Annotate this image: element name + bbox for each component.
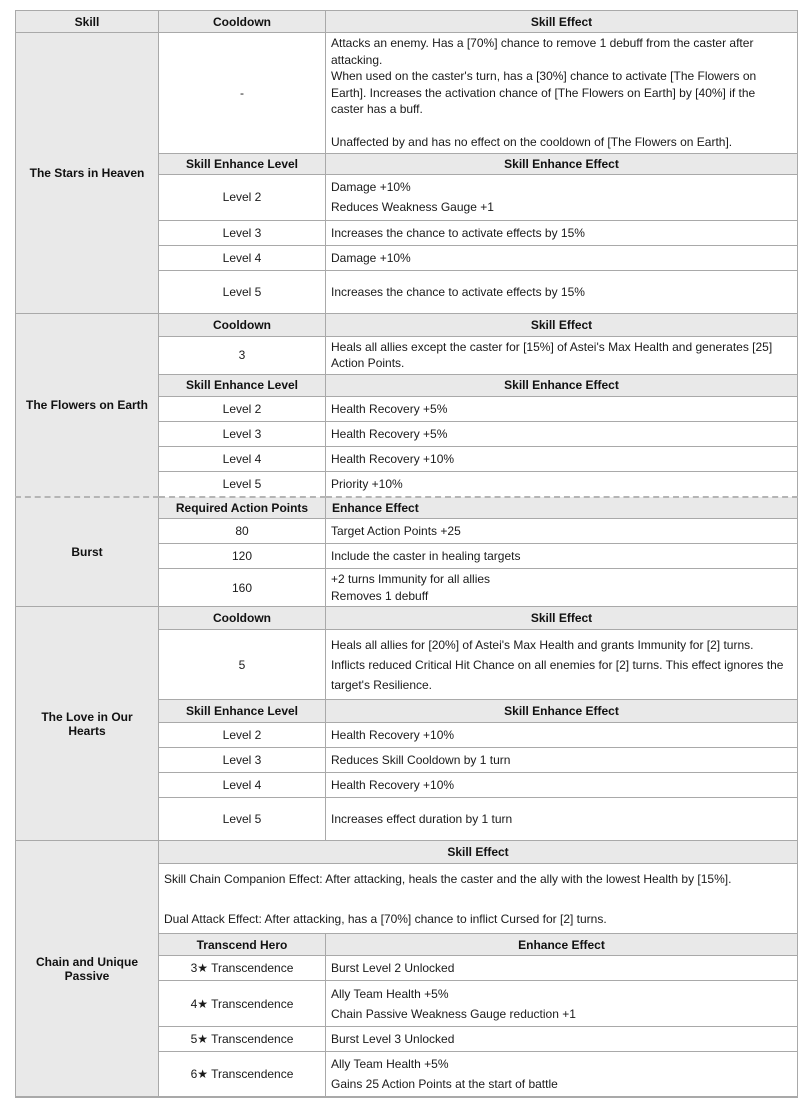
effect-paragraph: Heals all allies except the caster for [15%] of Astei's Max Health and generates [25] Action Points. [331,339,773,370]
sub-header-enhance-effect: Skill Enhance Effect [326,153,798,174]
sub-header-required-action-points: Required Action Points [159,497,326,519]
effect-line: Health Recovery +10% [331,451,455,466]
effect-line: Health Recovery +5% [331,401,448,416]
enhance-effect-cell [326,1027,798,1052]
effect-line: Heals all allies for [20%] of Astei's Max Health and grants Immunity for [2] turns. [331,637,754,652]
table-row [16,841,798,864]
enhance-effect-cell [326,446,798,471]
enhance-effect-cell [326,519,798,544]
transcendence-level-cell: 6★ Transcendence [159,1052,326,1098]
sub-header-enhance-level: Skill Enhance Level [159,700,326,723]
skill-effect-cell [326,630,798,700]
effect-line: Health Recovery +5% [331,426,448,441]
skills-table [15,10,798,1098]
enhance-effect-cell [326,723,798,748]
effect-line: Include the caster in healing targets [331,549,521,563]
skill-name-burst: Burst [16,497,159,607]
enhance-level-cell: Level 2 [159,723,326,748]
enhance-effect-cell [326,396,798,421]
transcendence-level-cell: 4★ Transcendence [159,981,326,1027]
effect-line: Burst Level 2 Unlocked [331,961,455,975]
effect-line: Chain Passive Weakness Gauge reduction +1 [331,1006,576,1021]
skill-effect-cell [326,336,798,374]
effect-paragraph: Dual Attack Effect: After attacking, has a [70%] chance to inflict Cursed for [2] turns. [164,911,607,926]
sub-header-cooldown: Cooldown [159,607,326,630]
sub-header-skill-effect: Skill Effect [326,607,798,630]
effect-line: Burst Level 3 Unlocked [331,1032,455,1046]
effect-line: Reduces Weakness Gauge +1 [331,200,494,214]
enhance-level-cell: Level 3 [159,220,326,245]
sub-header-enhance-effect: Enhance Effect [326,934,798,956]
sub-header-skill-effect: Skill Effect [326,313,798,336]
skill-effect-cell [159,864,798,934]
effect-paragraph: When used on the caster's turn, has a [30%] chance to activate [The Flowers on Earth]. Increases the activation chance of [The Flowers on Earth] by [40%] if the caster has a buff. [331,69,757,116]
enhance-effect-cell [326,798,798,841]
enhance-effect-cell [326,748,798,773]
effect-paragraph: Skill Chain Companion Effect: After attacking, heals the caster and the ally with the lowest Health by [15%]. [164,871,732,886]
sub-header-enhance-level: Skill Enhance Level [159,374,326,396]
skill-name-the-love-in-our-hearts: The Love in Our Hearts [16,607,159,841]
enhance-level-cell: Level 3 [159,421,326,446]
table-row [16,497,798,519]
sub-header-enhance-effect: Skill Enhance Effect [326,374,798,396]
column-header-cooldown: Cooldown [159,11,326,33]
enhance-level-cell: Level 2 [159,174,326,220]
table-row [16,33,798,154]
action-points-cell: 120 [159,544,326,569]
sub-header-enhance-level: Skill Enhance Level [159,153,326,174]
effect-line: Reduces Skill Cooldown by 1 turn [331,753,511,767]
action-points-cell: 80 [159,519,326,544]
effect-line: Inflicts reduced Critical Hit Chance on all enemies for [2] turns. This effect ignores the target's Resilience. [331,657,784,692]
enhance-level-cell: Level 4 [159,245,326,270]
sub-header-enhance-effect: Skill Enhance Effect [326,700,798,723]
effect-line: Increases the chance to activate effects by 15% [331,225,585,240]
effect-line: Damage +10% [331,180,411,194]
sub-header-cooldown: Cooldown [159,313,326,336]
enhance-level-cell: Level 5 [159,471,326,497]
enhance-level-cell: Level 2 [159,396,326,421]
enhance-effect-cell [326,270,798,313]
effect-line: Target Action Points +25 [331,524,461,538]
effect-paragraph [331,118,791,135]
transcendence-level-cell: 3★ Transcendence [159,956,326,981]
effect-line: Health Recovery +10% [331,728,455,742]
effect-line: Increases the chance to activate effects by 15% [331,284,585,299]
effect-line: Ally Team Health +5% [331,1057,449,1071]
sub-header-skill-effect: Skill Effect [159,841,798,864]
enhance-effect-cell [326,981,798,1027]
enhance-effect-cell [326,471,798,497]
table-header-row [16,11,798,33]
enhance-effect-cell [326,174,798,220]
enhance-level-cell: Level 5 [159,270,326,313]
skill-name-chain-and-unique-passive: Chain and Unique Passive [16,841,159,1098]
enhance-level-cell: Level 5 [159,798,326,841]
skill-name-the-flowers-on-earth: The Flowers on Earth [16,313,159,497]
transcendence-level-cell: 5★ Transcendence [159,1027,326,1052]
cooldown-value: - [159,33,326,154]
skill-name-the-stars-in-heaven: The Stars in Heaven [16,33,159,314]
skill-effect-cell [326,33,798,154]
enhance-effect-cell [326,569,798,607]
effect-line: Gains 25 Action Points at the start of battle [331,1077,558,1091]
enhance-effect-cell [326,421,798,446]
column-header-skill: Skill [16,11,159,33]
effect-paragraph: Unaffected by and has no effect on the cooldown of [The Flowers on Earth]. [331,135,733,149]
enhance-level-cell: Level 4 [159,773,326,798]
action-points-cell: 160 [159,569,326,607]
effect-line: Health Recovery +10% [331,778,455,792]
effect-line: Priority +10% [331,476,403,491]
enhance-effect-cell [326,220,798,245]
column-header-skill-effect: Skill Effect [326,11,798,33]
effect-line: +2 turns Immunity for all allies [331,572,491,586]
cooldown-value: 3 [159,336,326,374]
table-row [16,313,798,336]
effect-paragraph [164,889,791,909]
enhance-effect-cell [326,245,798,270]
sub-header-enhance-effect: Enhance Effect [326,497,798,519]
cooldown-value: 5 [159,630,326,700]
enhance-level-cell: Level 4 [159,446,326,471]
enhance-effect-cell [326,773,798,798]
enhance-level-cell: Level 3 [159,748,326,773]
effect-paragraph: Attacks an enemy. Has a [70%] chance to remove 1 debuff from the caster after attacking. [331,36,754,67]
effect-line: Ally Team Health +5% [331,986,449,1001]
table-row [16,607,798,630]
enhance-effect-cell [326,544,798,569]
enhance-effect-cell [326,956,798,981]
effect-line: Increases effect duration by 1 turn [331,812,513,826]
effect-line: Damage +10% [331,250,411,265]
sub-header-transcend-hero: Transcend Hero [159,934,326,956]
effect-line: Removes 1 debuff [331,588,429,603]
enhance-effect-cell [326,1052,798,1098]
